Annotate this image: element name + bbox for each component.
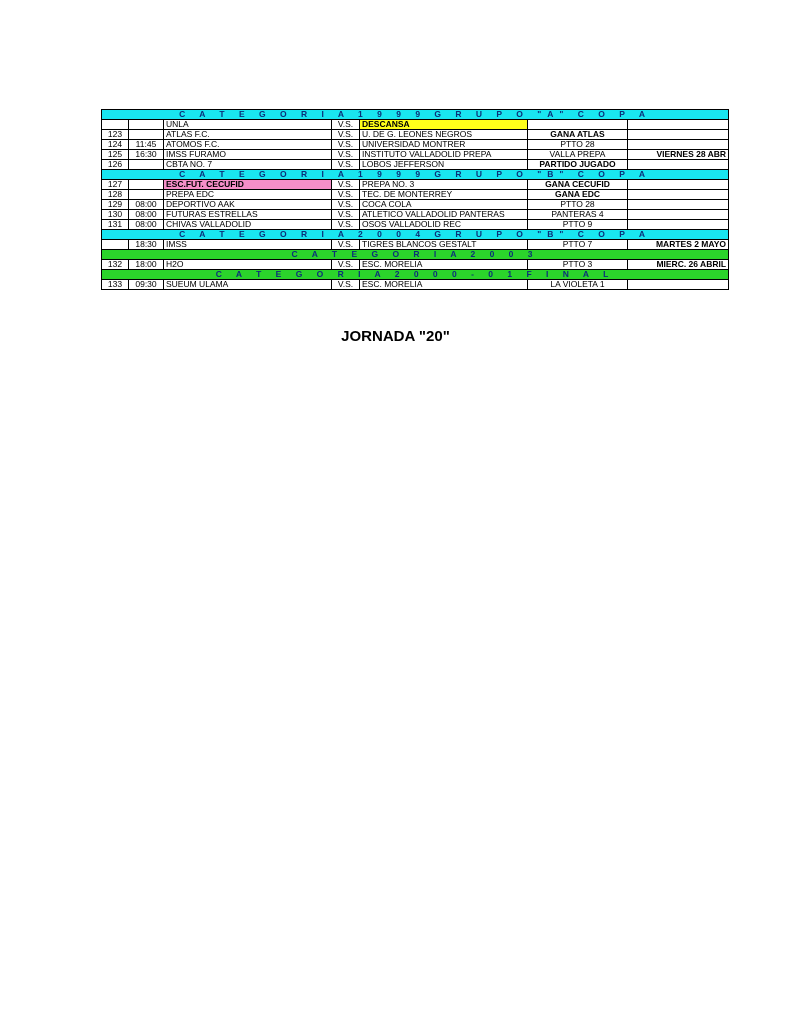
match-time-cell (129, 190, 164, 200)
versus-cell: V.S. (332, 280, 360, 290)
date-cell (628, 180, 729, 190)
home-team-cell: CHIVAS VALLADOLID (164, 220, 332, 230)
match-row (102, 190, 729, 200)
result-cell: PTTO 7 (528, 240, 628, 250)
match-time-cell: 18:30 (129, 240, 164, 250)
date-cell (628, 280, 729, 290)
date-cell (628, 140, 729, 150)
match-row (102, 130, 729, 140)
category-header-row (102, 270, 729, 280)
match-number-cell: 123 (102, 130, 129, 140)
versus-cell: V.S. (332, 190, 360, 200)
category-header: C A T E G O R I A 1 9 9 9 G R U P O "A" C O P A (102, 110, 729, 120)
versus-cell: V.S. (332, 150, 360, 160)
away-team-cell: TIGRES BLANCOS GESTALT (360, 240, 528, 250)
match-row (102, 220, 729, 230)
versus-cell: V.S. (332, 260, 360, 270)
match-row (102, 280, 729, 290)
home-team-cell: ESC.FUT. CECUFID (164, 180, 332, 190)
away-team-cell: U. DE G. LEONES NEGROS (360, 130, 528, 140)
match-number-cell: 132 (102, 260, 129, 270)
result-cell: GANA ATLAS (528, 130, 628, 140)
match-time-cell (129, 120, 164, 130)
match-time-cell: 16:30 (129, 150, 164, 160)
date-cell (628, 130, 729, 140)
away-team-cell: INSTITUTO VALLADOLID PREPA (360, 150, 528, 160)
home-team-cell: ATLAS F.C. (164, 130, 332, 140)
match-number-cell: 125 (102, 150, 129, 160)
category-header-row (102, 230, 729, 240)
home-team-cell: ATOMOS F.C. (164, 140, 332, 150)
match-time-cell: 08:00 (129, 200, 164, 210)
versus-cell: V.S. (332, 130, 360, 140)
away-team-cell: COCA COLA (360, 200, 528, 210)
versus-cell: V.S. (332, 160, 360, 170)
home-team-cell: PREPA EDC (164, 190, 332, 200)
category-header: C A T E G O R I A 2 0 0 3 (102, 250, 729, 260)
date-cell: VIERNES 28 ABR (628, 150, 729, 160)
match-time-cell (129, 180, 164, 190)
match-row (102, 240, 729, 250)
match-number-cell: 130 (102, 210, 129, 220)
date-cell (628, 120, 729, 130)
category-header-row (102, 110, 729, 120)
match-time-cell: 08:00 (129, 210, 164, 220)
home-team-cell: IMSS (164, 240, 332, 250)
match-time-cell: 11:45 (129, 140, 164, 150)
date-cell (628, 200, 729, 210)
date-cell (628, 160, 729, 170)
category-header: C A T E G O R I A 2 0 0 0 - 0 1 F I N A L (102, 270, 729, 280)
versus-cell: V.S. (332, 180, 360, 190)
date-cell (628, 220, 729, 230)
home-team-cell: UNLA (164, 120, 332, 130)
result-cell: GANA CECUFID (528, 180, 628, 190)
home-team-cell: IMSS FURAMO (164, 150, 332, 160)
result-cell: VALLA PREPA (528, 150, 628, 160)
match-number-cell (102, 240, 129, 250)
home-team-cell: SUEUM ULAMA (164, 280, 332, 290)
match-time-cell: 08:00 (129, 220, 164, 230)
versus-cell: V.S. (332, 210, 360, 220)
away-team-cell: ATLETICO VALLADOLID PANTERAS (360, 210, 528, 220)
match-time-cell: 09:30 (129, 280, 164, 290)
result-cell: PANTERAS 4 (528, 210, 628, 220)
match-number-cell: 133 (102, 280, 129, 290)
date-cell: MIERC. 26 ABRIL (628, 260, 729, 270)
match-row (102, 200, 729, 210)
match-number-cell: 131 (102, 220, 129, 230)
match-time-cell: 18:00 (129, 260, 164, 270)
category-header: C A T E G O R I A 2 0 0 4 G R U P O "B" C O P A (102, 230, 729, 240)
category-header: C A T E G O R I A 1 9 9 9 G R U P O "B" C O P A (102, 170, 729, 180)
away-team-cell: LOBOS JEFFERSON (360, 160, 528, 170)
versus-cell: V.S. (332, 220, 360, 230)
away-team-cell: OSOS VALLADOLID REC (360, 220, 528, 230)
date-cell (628, 190, 729, 200)
home-team-cell: FUTURAS ESTRELLAS (164, 210, 332, 220)
category-header-row (102, 250, 729, 260)
away-team-cell: UNIVERSIDAD MONTRER (360, 140, 528, 150)
versus-cell: V.S. (332, 140, 360, 150)
result-cell (528, 120, 628, 130)
result-cell: LA VIOLETA 1 (528, 280, 628, 290)
result-cell: PTTO 28 (528, 200, 628, 210)
home-team-cell: CBTA NO. 7 (164, 160, 332, 170)
result-cell: PTTO 28 (528, 140, 628, 150)
schedule-body (102, 110, 729, 290)
away-team-cell: TEC. DE MONTERREY (360, 190, 528, 200)
result-cell: PARTIDO JUGADO (528, 160, 628, 170)
match-row (102, 210, 729, 220)
result-cell: PTTO 9 (528, 220, 628, 230)
match-number-cell: 126 (102, 160, 129, 170)
away-team-cell: DESCANSA (360, 120, 528, 130)
match-time-cell (129, 160, 164, 170)
versus-cell: V.S. (332, 200, 360, 210)
away-team-cell: ESC. MORELIA (360, 280, 528, 290)
away-team-cell: ESC. MORELIA (360, 260, 528, 270)
date-cell (628, 210, 729, 220)
page-title: JORNADA "20" (341, 328, 450, 345)
category-header-row (102, 170, 729, 180)
match-row (102, 140, 729, 150)
match-number-cell: 127 (102, 180, 129, 190)
match-row (102, 160, 729, 170)
result-cell: GANA EDC (528, 190, 628, 200)
schedule-table (101, 109, 729, 290)
match-row (102, 120, 729, 130)
match-row (102, 180, 729, 190)
versus-cell: V.S. (332, 120, 360, 130)
match-time-cell (129, 130, 164, 140)
home-team-cell: DEPORTIVO AAK (164, 200, 332, 210)
match-number-cell: 129 (102, 200, 129, 210)
versus-cell: V.S. (332, 240, 360, 250)
date-cell: MARTES 2 MAYO (628, 240, 729, 250)
away-team-cell: PREPA NO. 3 (360, 180, 528, 190)
match-row (102, 150, 729, 160)
match-row (102, 260, 729, 270)
home-team-cell: H2O (164, 260, 332, 270)
result-cell: PTTO 3 (528, 260, 628, 270)
match-number-cell: 128 (102, 190, 129, 200)
match-number-cell (102, 120, 129, 130)
match-number-cell: 124 (102, 140, 129, 150)
